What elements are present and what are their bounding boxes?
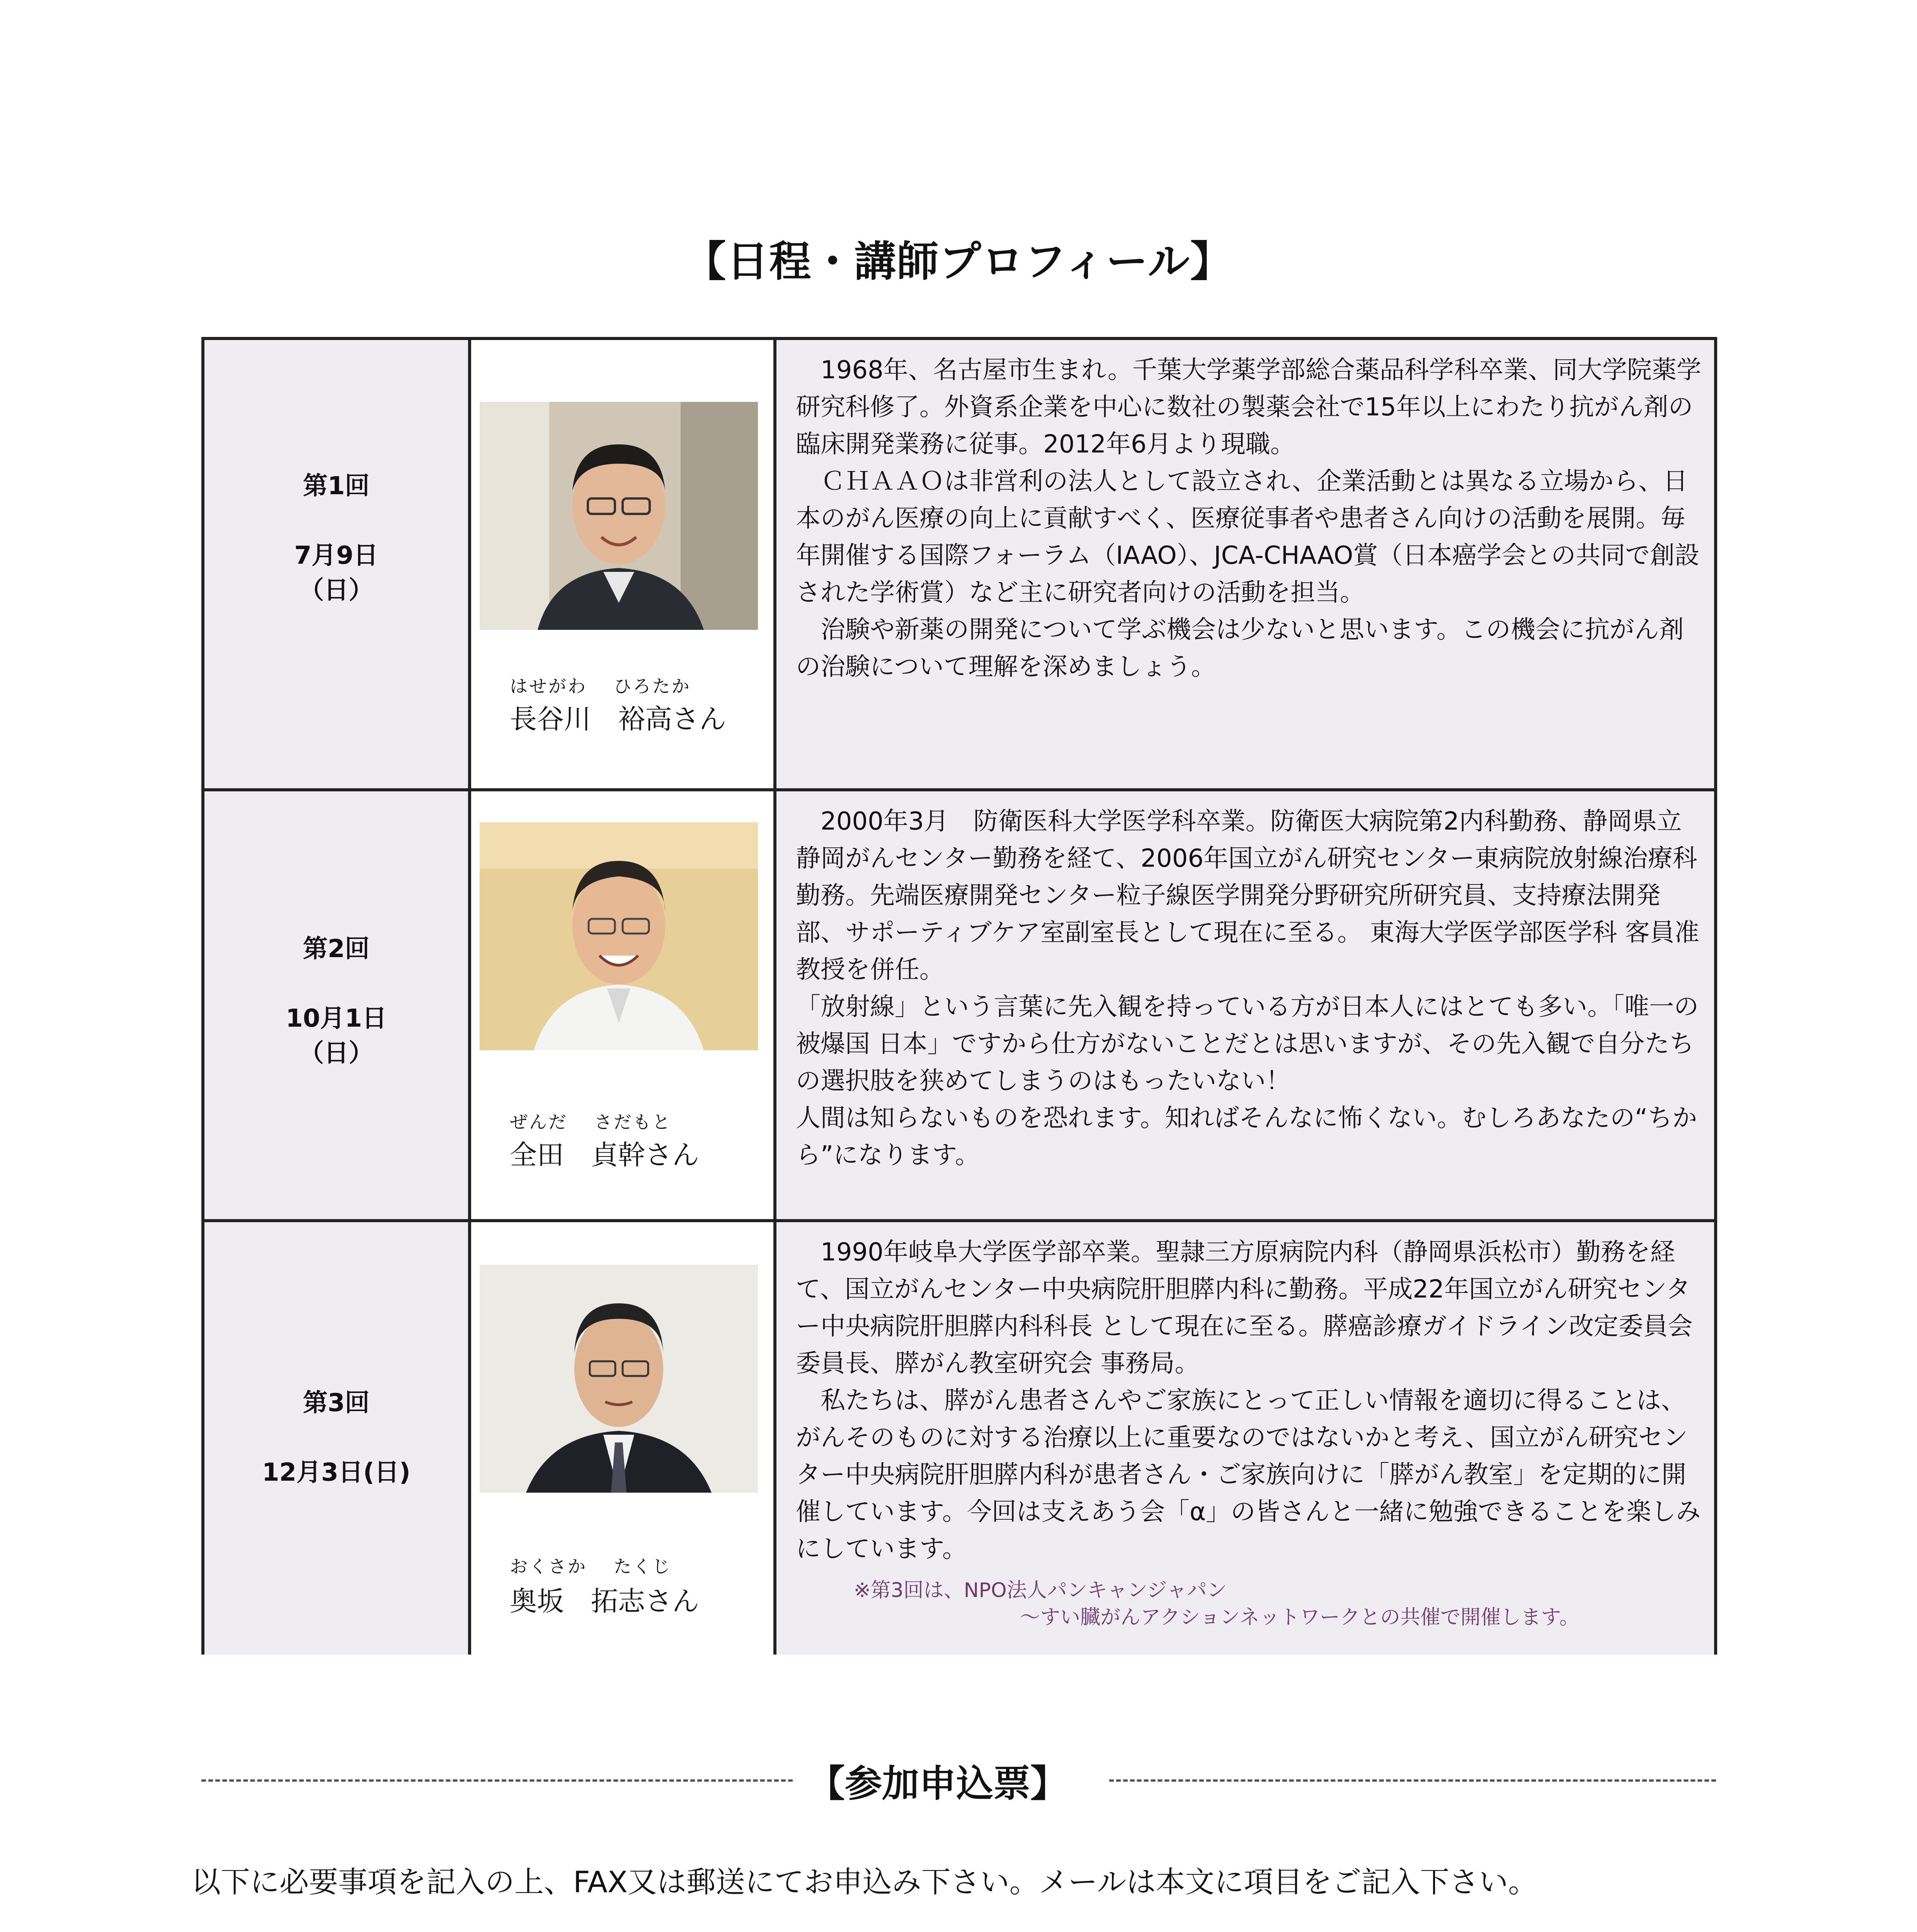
bio-paragraph: ＣＨＡＡＯは非営利の法人として設立され、企業活動とは異なる立場から、日本のがん医療の向上に貢献すべく、医療従事者や患者さん向けの活動を展開。毎年開催する国際フォーラム（IAAO）、JCA-CHAAO賞（日本癌学会との共同で創設された学術賞）など主に研究者向けの活動を担当。: [796, 467, 1700, 607]
session-row: [204, 1219, 1714, 1655]
session-date: 12月3日(日): [262, 1458, 411, 1487]
speaker-ruby: ぜんだ さだもと: [510, 1112, 672, 1133]
bio-paragraph: 「放射線」という言葉に先入観を持っている方が日本人にはとても多い。「唯一の被爆国 日本」ですから仕方がないことだとは思いますが、その先入観で自分たちの選択肢を狭めてしまうのはもったいない！: [796, 993, 1699, 1095]
session-number: 第2回: [303, 935, 370, 963]
bio-cell: [776, 340, 1714, 788]
speaker-photo: [480, 822, 758, 1050]
speaker-bio: [796, 352, 1704, 685]
speaker-cell: [471, 1222, 776, 1655]
session-info-cell: [204, 1222, 471, 1655]
speaker-bio: [796, 803, 1704, 1174]
session-weekday: （日）: [299, 576, 373, 605]
session-row: [204, 788, 1714, 1222]
bio-paragraph: 1968年、名古屋市生まれ。千葉大学薬学部総合薬品科学科卒業、同大学院薬学研究科修了。外資系企業を中心に数社の製薬会社で15年以上にわたり抗がん剤の臨床開発業務に従事。2012年6月より現職。: [796, 356, 1701, 459]
instruction-text: 以下に必要事項を記入の上、FAX又は郵送にてお申込み下さい。メールは本文に項目をご記入下さい。: [191, 1865, 1538, 1899]
speaker-cell: [471, 791, 776, 1222]
bio-paragraph: 私たちは、膵がん患者さんやご家族にとって正しい情報を適切に得ることは、がんそのものに対する治療以上に重要なのではないかと考え、国立がん研究センター中央病院肝胆膵内科が患者さん・ご家族向けに「膵がん教室」を定期的に開催しています。今回は支えあう会「α」の皆さんと一緒に勉強できることを楽しみにしています。: [796, 1386, 1701, 1563]
session-number: 第3回: [303, 1389, 370, 1417]
session-date: 7月9日: [294, 541, 378, 570]
speaker-photo: [480, 1265, 758, 1493]
session-weekday: （日）: [299, 1039, 373, 1068]
bio-paragraph: 人間は知らないものを恐れます。知ればそんなに怖くない。むしろあなたの“ちから”になります。: [796, 1104, 1697, 1170]
cohost-note: ※第3回は、NPO法人パンキャンジャパン: [854, 1579, 1227, 1602]
session-date: 10月1日: [286, 1004, 387, 1033]
bio-cell: [776, 791, 1714, 1222]
speaker-name: 奥坂 拓志さん: [510, 1585, 699, 1617]
session-info-cell: [204, 340, 471, 788]
divider-line: [201, 1779, 793, 1782]
bio-cell: [776, 1222, 1714, 1655]
session-info-cell: [204, 791, 471, 1222]
session-number: 第1回: [303, 472, 370, 500]
speaker-photo: [480, 402, 758, 630]
speaker-ruby: はせがわ ひろたか: [510, 676, 691, 697]
bio-paragraph: 1990年岐阜大学医学部卒業。聖隷三方原病院内科（静岡県浜松市）勤務を経て、国立がんセンター中央病院肝胆膵内科に勤務。平成22年国立がん研究センター中央病院肝胆膵内科科長 として現在に至る。膵癌診療ガイドライン改定委員会 委員長、膵がん教室研究会 事務局。: [796, 1238, 1693, 1378]
speaker-cell: [471, 340, 776, 788]
speaker-name: 長谷川 裕高さん: [510, 703, 726, 735]
divider-line: [1109, 1779, 1716, 1782]
session-row: [204, 340, 1714, 788]
bio-paragraph: 治験や新薬の開発について学ぶ機会は少ないと思います。この機会に抗がん剤の治験について理解を深めましょう。: [796, 616, 1684, 681]
schedule-title: 【日程・講師プロフィール】: [684, 238, 1233, 286]
schedule-table: [201, 337, 1717, 1655]
speaker-bio: [796, 1234, 1704, 1568]
speaker-name: 全田 貞幹さん: [510, 1139, 699, 1171]
form-title: 【参加申込票】: [808, 1762, 1067, 1805]
speaker-ruby: おくさか たくじ: [510, 1556, 672, 1577]
cohost-note: ～すい臓がんアクションネットワークとの共催で開催します。: [1020, 1606, 1580, 1629]
bio-paragraph: 2000年3月 防衛医科大学医学科卒業。防衛医大病院第2内科勤務、静岡県立静岡がんセンター勤務を経て、2006年国立がん研究センター東病院放射線治療科勤務。先端医療開発センター粒子線医学開発分野研究所研究員、支持療法開発部、サポーティブケア室副室長として現在に至る。 東海大学医学部医学科 客員准教授を併任。: [796, 807, 1699, 984]
